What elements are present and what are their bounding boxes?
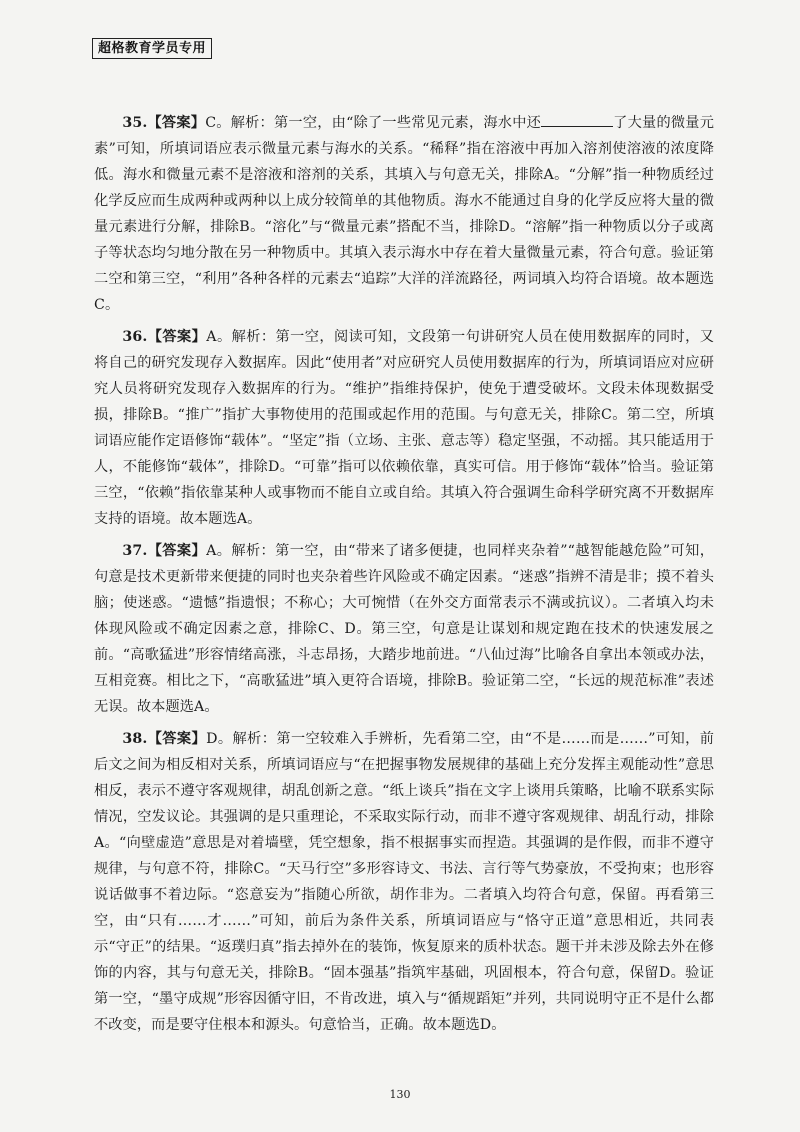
answer-paragraph-37 xyxy=(94,538,714,720)
explanation-text: A。解析：第一空，阅读可知，文段第一句讲研究人员在使用数据库的同时，又将自己的研究发现存入数据库。因此“使用者”对应研究人员使用数据库的行为，所填词语应对应研究人员将研究发现存入数据库的行为。“维护”指维持保护，使免于遭受破坏。文段未体现数据受损，排除B。“推广”指扩大事物使用的范围或起作用的范围。与句意无关，排除C。第二空，所填词语应能作定语修饰“载体”。“坚定”指（立场、主张、意志等）稳定坚强，不动摇。其只能适用于人，不能修饰“载体”，排除D。“可靠”指可以依赖依靠，真实可信。用于修饰“载体”恰当。验证第三空，“依赖”指依靠某种人或事物而不能自立或自给。其填入符合强调生命科学研究离不开数据库支持的语境。故本题选A。 xyxy=(94,329,715,527)
answer-paragraph-36 xyxy=(94,324,714,532)
answer-tag: 【答案】 xyxy=(147,543,207,559)
question-number: 36. xyxy=(122,329,148,345)
answer-paragraph-38 xyxy=(94,726,714,1038)
explanation-text-continued: 了大量的微量元素”可知，所填词语应表示微量元素与海水的关系。“稀释”指在溶液中再加入溶剂使溶液的浓度降低。海水和微量元素不是溶液和溶剂的关系，其填入与句意无关，排除A。“分解”指一种物质经过化学反应而生成两种或两种以上成分较简单的其他物质。海水不能通过自身的化学反应将大量的微量元素进行分解，排除B。“溶化”与“微量元素”搭配不当，排除D。“溶解”指一种物质以分子或离子等状态均匀地分散在另一种物质中。其填入表示海水中存在着大量微量元素，符合句意。验证第二空和第三空，“利用”各种各样的元素去“追踪”大洋的洋流路径，两词填入均符合语境。故本题选C。 xyxy=(94,115,714,313)
answer-paragraph-35 xyxy=(94,110,714,318)
header-label: 超格教育学员专用 xyxy=(92,38,212,59)
fill-blank-line xyxy=(541,112,613,127)
explanation-text: D。解析：第一空较难入手辨析，先看第二空，由“不是……而是……”可知，前后文之间为相反相对关系，所填词语应与“在把握事物发展规律的基础上充分发挥主观能动性”意思相反，表示不遵守客观规律，胡乱创新之意。“纸上谈兵”指在文字上谈用兵策略，比喻不联系实际情况，空发议论。其强调的是只重理论，不采取实际行动，而非不遵守客观规律、胡乱行动，排除A。“向壁虚造”意思是对着墙壁，凭空想象，指不根据事实而捏造。其强调的是作假，而非不遵守规律，与句意不符，排除C。“天马行空”多形容诗文、书法、言行等气势豪放，不受拘束；也形容说话做事不着边际。“恣意妄为”指随心所欲，胡作非为。二者填入均符合句意，保留。再看第三空，由“只有……才……”可知，前后为条件关系，所填词语应与“恪守正道”意思相近，共同表示“守正”的结果。“返璞归真”指去掉外在的装饰，恢复原来的质朴状态。题干并未涉及除去外在修饰的内容，其与句意无关，排除B。“固本强基”指筑牢基础，巩固根本，符合句意，保留D。验证第一空，“墨守成规”形容因循守旧，不肯改进，填入与“循规蹈矩”并列，共同说明守正不是什么都不改变，而是要守住根本和源头。句意恰当，正确。故本题选D。 xyxy=(94,731,714,1033)
explanation-text: C。解析：第一空，由“除了一些常见元素，海水中还 xyxy=(205,115,542,131)
explanation-text: A。解析：第一空，由“带来了诸多便捷，也同样夹杂着”“越智能越危险”可知，句意是技术更新带来便捷的同时也夹杂着些许风险或不确定因素。“迷惑”指辨不清是非；摸不着头脑；使迷惑。“遗憾”指遗恨；不称心；大可惋惜（在外交方面常表示不满或抗议）。二者填入均未体现风险或不确定因素之意，排除C、D。第三空，句意是让谋划和规定跑在技术的快速发展之前。“高歌猛进”形容情绪高涨，斗志昂扬，大踏步地前进。“八仙过海”比喻各自拿出本领或办法，互相竞赛。相比之下，“高歌猛进”填入更符合语境，排除B。验证第二空，“长远的规范标准”表述无误。故本题选A。 xyxy=(94,543,714,715)
page-number: 130 xyxy=(389,1088,411,1101)
question-number: 37. xyxy=(122,543,148,559)
answer-tag: 【答案】 xyxy=(147,115,206,131)
answer-tag: 【答案】 xyxy=(147,731,207,747)
question-number: 38. xyxy=(122,731,148,747)
answer-explanations xyxy=(94,110,714,1044)
question-number: 35. xyxy=(122,115,148,131)
answer-tag: 【答案】 xyxy=(147,329,207,345)
